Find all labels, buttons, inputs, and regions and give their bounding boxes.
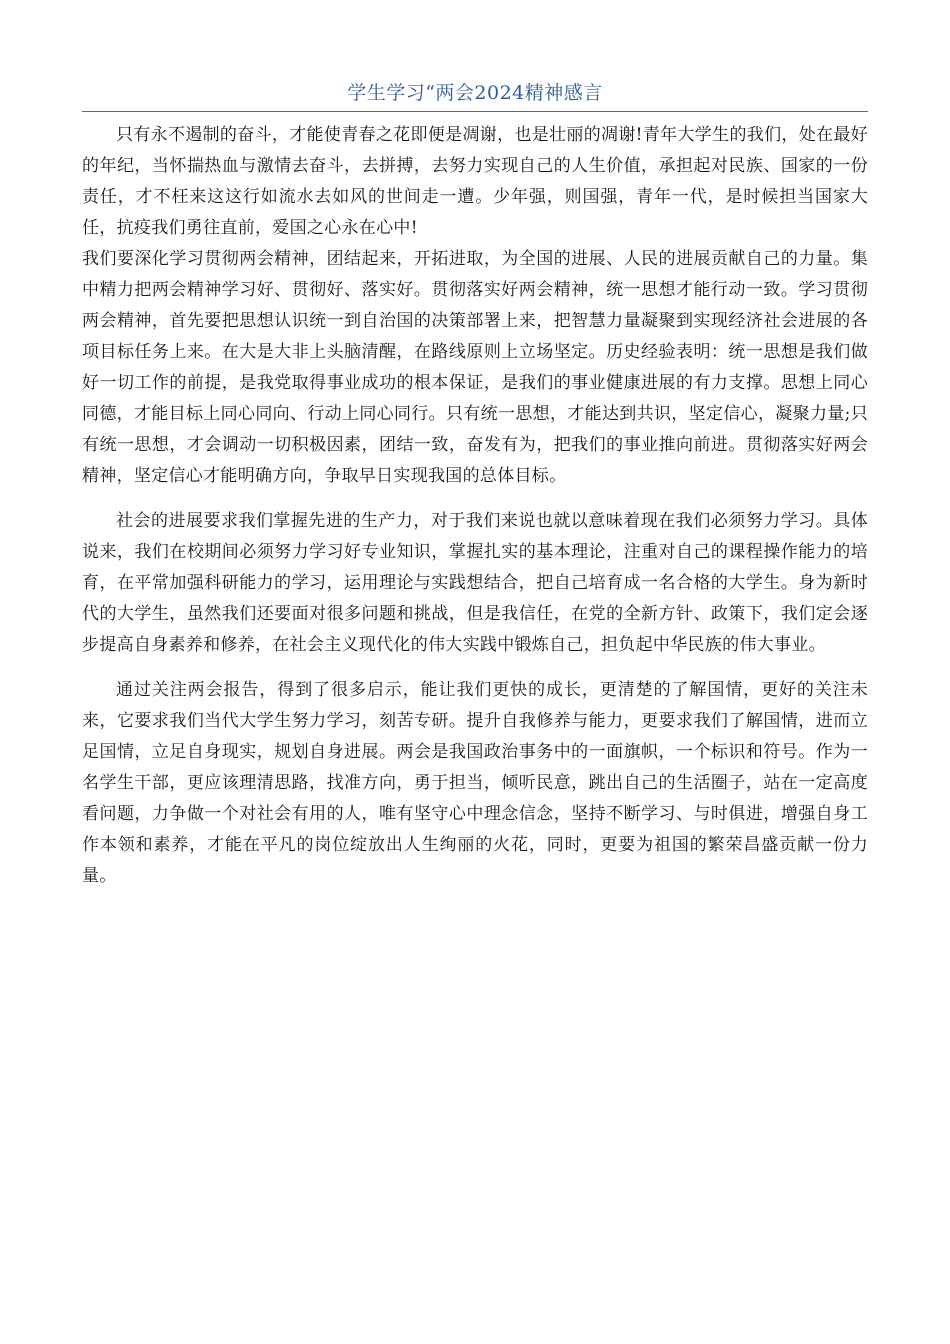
paragraph-1: 只有永不遏制的奋斗，才能使青春之花即便是凋谢，也是壮丽的凋谢!青年大学生的我们，处在最好的年纪，当怀揣热血与激情去奋斗，去拼搏，去努力实现自己的人生价值，承担起对民族、国家的一份责任，才不枉来这这行如流水去如风的世间走一遭。少年强，则国强，青年一代，是时候担当国家大任，抗疫我们勇往直前，爱国之心永在心中!	[82, 125, 868, 238]
page-header	[82, 78, 868, 112]
paragraph-3: 社会的进展要求我们掌握先进的生产力，对于我们来说也就以意味着现在我们必须努力学习。具体说来，我们在校期间必须努力学习好专业知识，掌握扎实的基本理论，注重对自己的课程操作能力的培育，在平常加强科研能力的学习，运用理论与实践想结合，把自己培育成一名合格的大学生。身为新时代的大学生，虽然我们还要面对很多问题和挑战，但是我信任，在党的全新方针、政策下，我们定会逐步提高自身素养和修养，在社会主义现代化的伟大实践中锻炼自己，担负起中华民族的伟大事业。	[82, 511, 868, 655]
document-page	[82, 78, 868, 892]
paragraph-4: 通过关注两会报告，得到了很多启示，能让我们更快的成长，更清楚的了解国情，更好的关注未来，它要求我们当代大学生努力学习，刻苦专研。提升自我修养与能力，更要求我们了解国情，进而立足国情，立足自身现实，规划自身进展。两会是我国政治事务中的一面旗帜，一个标识和符号。作为一名学生干部，更应该理清思路，找准方向，勇于担当，倾听民意，跳出自己的生活圈子，站在一定高度看问题，力争做一个对社会有用的人，唯有坚守心中理念信念，坚持不断学习、与时俱进，增强自身工作本领和素养，才能在平凡的岗位绽放出人生绚丽的火花，同时，更要为祖国的繁荣昌盛贡献一份力量。	[82, 680, 868, 886]
page-title: 学生学习“两会2024精神感言	[347, 82, 603, 104]
paragraph-2: 我们要深化学习贯彻两会精神，团结起来，开拓进取，为全国的进展、人民的进展贡献自己的力量。集中精力把两会精神学习好、贯彻好、落实好。贯彻落实好两会精神，统一思想才能行动一致。学习贯彻两会精神，首先要把思想认识统一到自治国的决策部署上来，把智慧力量凝聚到实现经济社会进展的各项目标任务上来。在大是大非上头脑清醒，在路线原则上立场坚定。历史经验表明：统一思想是我们做好一切工作的前提，是我党取得事业成功的根本保证，是我们的事业健康进展的有力支撑。思想上同心同德，才能目标上同心同向、行动上同心同行。只有统一思想，才能达到共识，坚定信心，凝聚力量;只有统一思想，才会调动一切积极因素，团结一致，奋发有为，把我们的事业推向前进。贯彻落实好两会精神，坚定信心才能明确方向，争取早日实现我国的总体目标。	[82, 249, 868, 486]
